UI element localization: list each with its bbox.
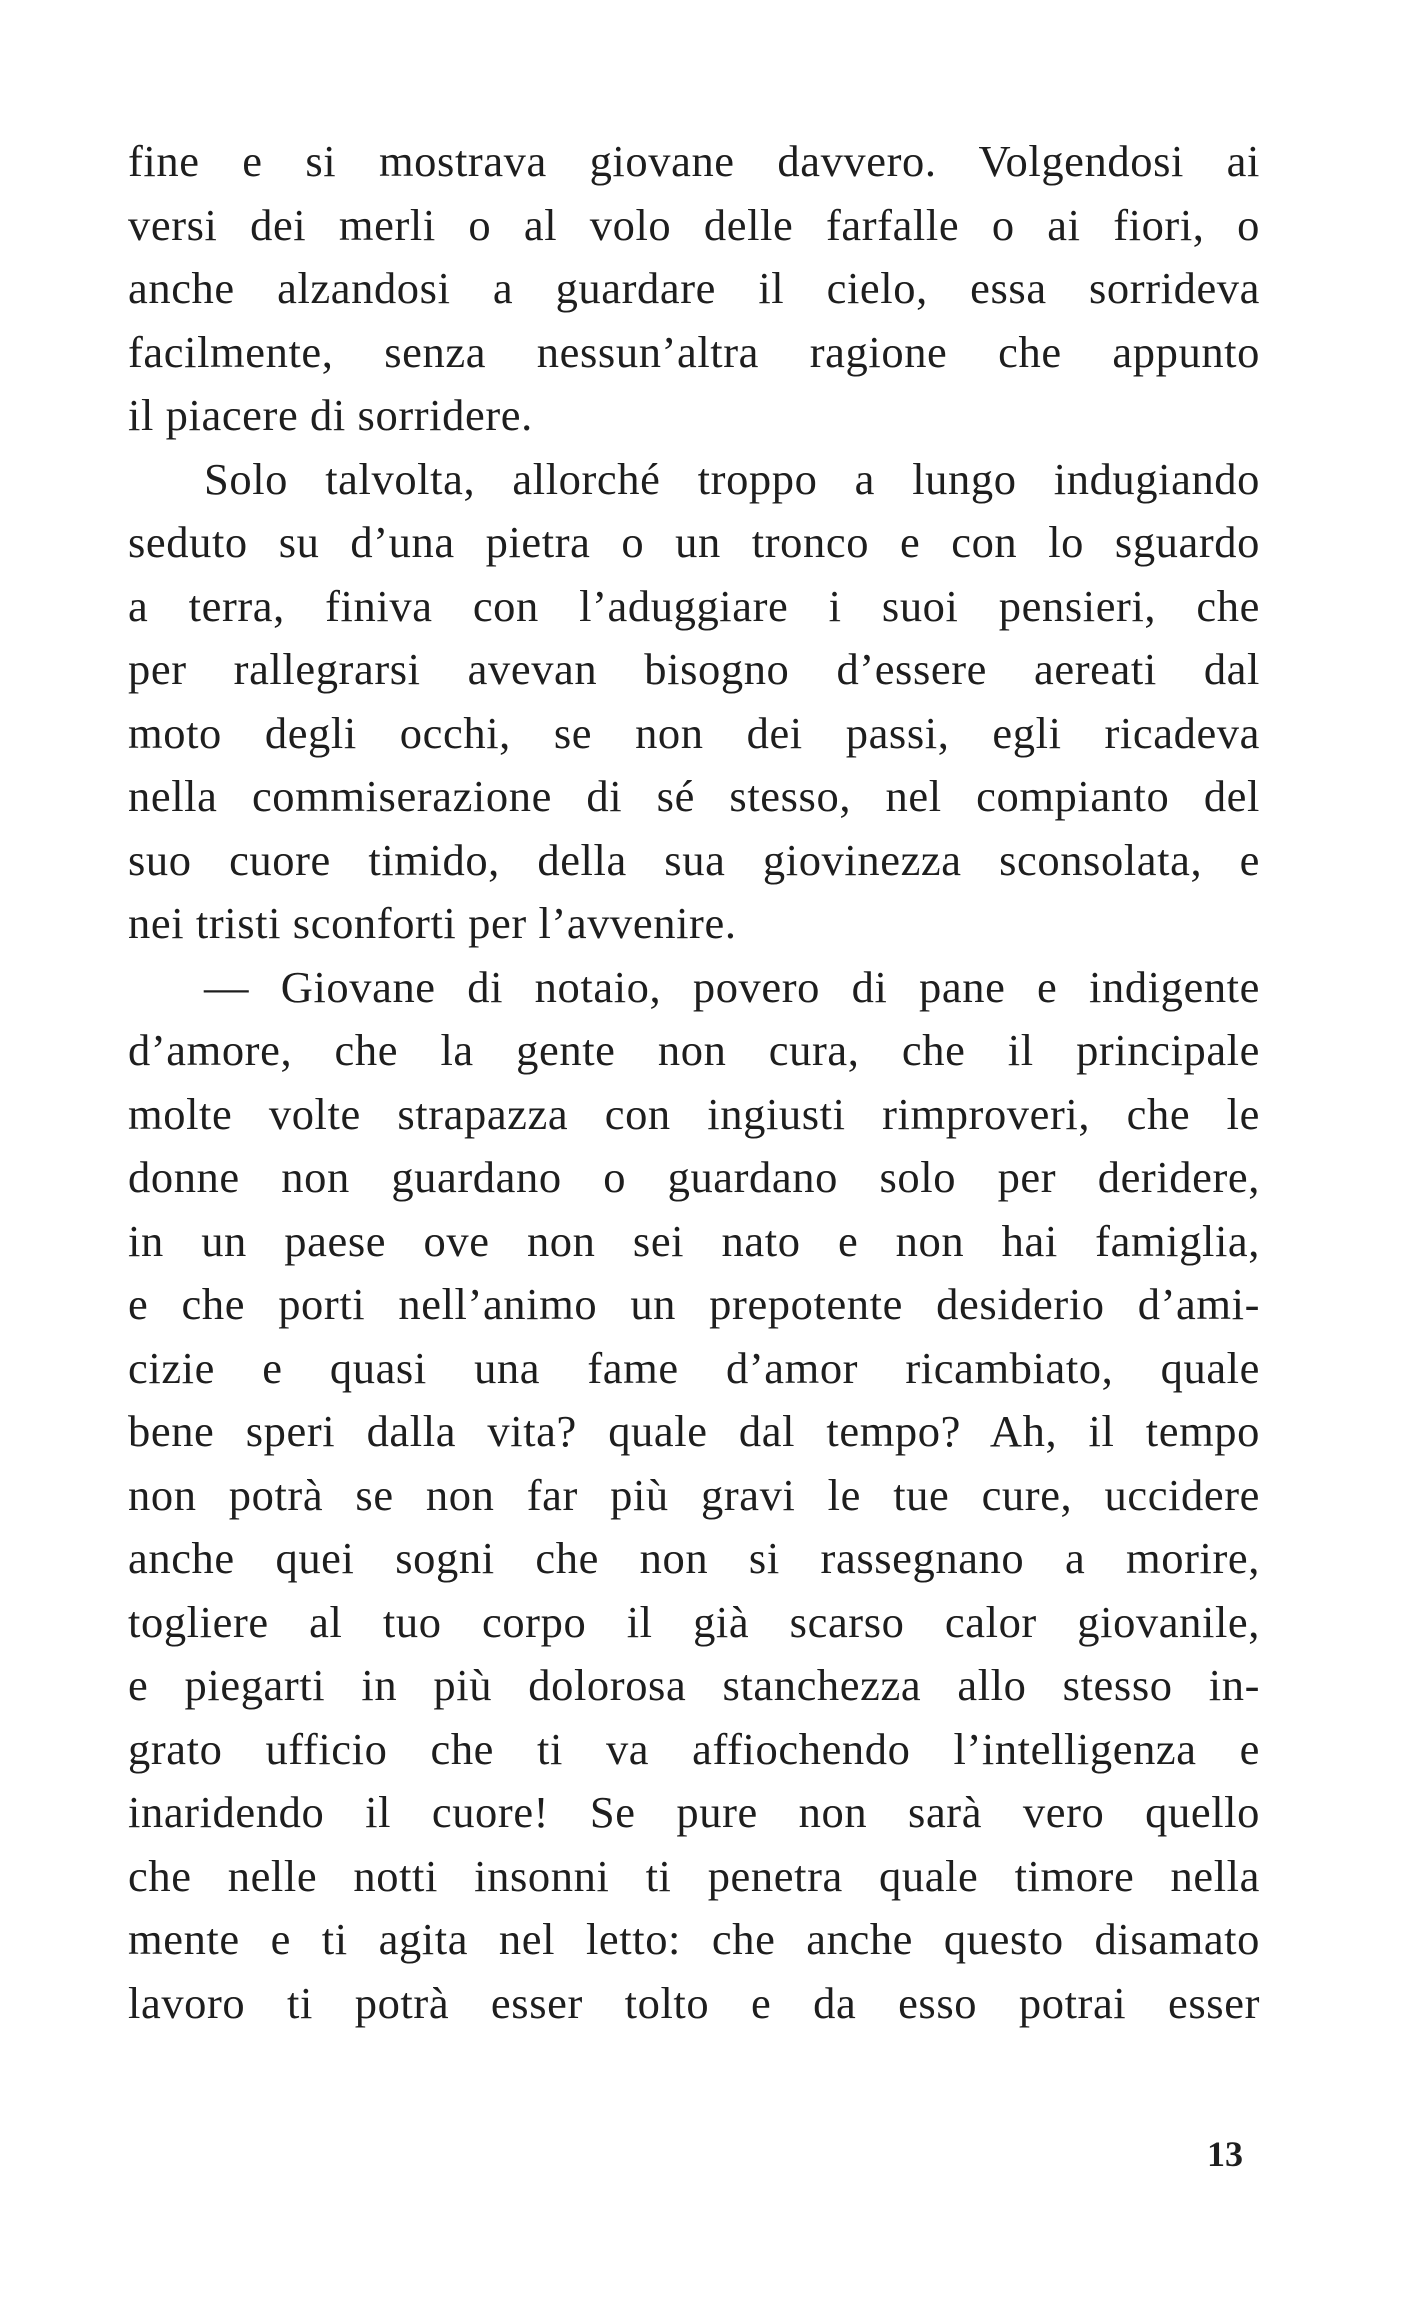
text-line: seduto su d’una pietra o un tronco e con lo sguardo: [128, 517, 1260, 567]
paragraph-start-line: Solo talvolta, allorché troppo a lungo indugiando: [204, 453, 1260, 504]
text-line: mente e ti agita nel letto: che anche questo disamato: [128, 1914, 1260, 1964]
text-line: e piegarti in più dolorosa stanchezza allo stesso in-: [128, 1660, 1260, 1710]
text-line: inaridendo il cuore! Se pure non sarà vero quello: [128, 1787, 1260, 1837]
text-line: d’amore, che la gente non cura, che il principale: [128, 1025, 1260, 1075]
text-line: molte volte strapazza con ingiusti rimproveri, che le: [128, 1088, 1260, 1139]
text-line: anche alzandosi a guardare il cielo, essa sorrideva: [128, 263, 1260, 313]
text-line: che nelle notti insonni ti penetra quale timore nella: [128, 1850, 1260, 1901]
text-line: nella commiserazione di sé stesso, nel compianto del: [128, 771, 1260, 821]
text-line: non potrà se non far più gravi le tue cure, uccidere: [128, 1469, 1260, 1520]
text-line: fine e si mostrava giovane davvero. Volgendosi ai: [128, 136, 1260, 186]
text-line: donne non guardano o guardano solo per deridere,: [128, 1152, 1260, 1202]
body-text: [128, 130, 1260, 2035]
text-line: togliere al tuo corpo il già scarso calor giovanile,: [128, 1596, 1260, 1647]
text-line: in un paese ove non sei nato e non hai famiglia,: [128, 1215, 1260, 1266]
paragraph-start-line: — Giovane di notaio, povero di pane e indigente: [204, 961, 1260, 1012]
text-line: a terra, finiva con l’aduggiare i suoi pensieri, che: [128, 580, 1260, 631]
text-line: lavoro ti potrà esser tolto e da esso potrai esser: [128, 1977, 1260, 2028]
text-line: facilmente, senza nessun’altra ragione che appunto: [128, 326, 1260, 377]
text-line: per rallegrarsi avevan bisogno d’essere aereati dal: [128, 644, 1260, 694]
text-line: grato ufficio che ti va affiochendo l’intelligenza e: [128, 1723, 1260, 1774]
text-line: cizie e quasi una fame d’amor ricambiato, quale: [128, 1342, 1260, 1393]
text-line: moto degli occhi, se non dei passi, egli ricadeva: [128, 707, 1260, 758]
text-line: bene speri dalla vita? quale dal tempo? Ah, il tempo: [128, 1406, 1260, 1456]
page-number: 13: [1207, 2134, 1243, 2174]
text-line: versi dei merli o al volo delle farfalle o ai fiori, o: [128, 199, 1260, 250]
text-line: anche quei sogni che non si rassegnano a morire,: [128, 1533, 1260, 1583]
text-line: il piacere di sorridere.: [128, 390, 533, 440]
text-line: suo cuore timido, della sua giovinezza sconsolata, e: [128, 834, 1260, 885]
text-line: nei tristi sconforti per l’avvenire.: [128, 898, 737, 948]
text-line: e che porti nell’animo un prepotente desiderio d’ami-: [128, 1279, 1260, 1329]
